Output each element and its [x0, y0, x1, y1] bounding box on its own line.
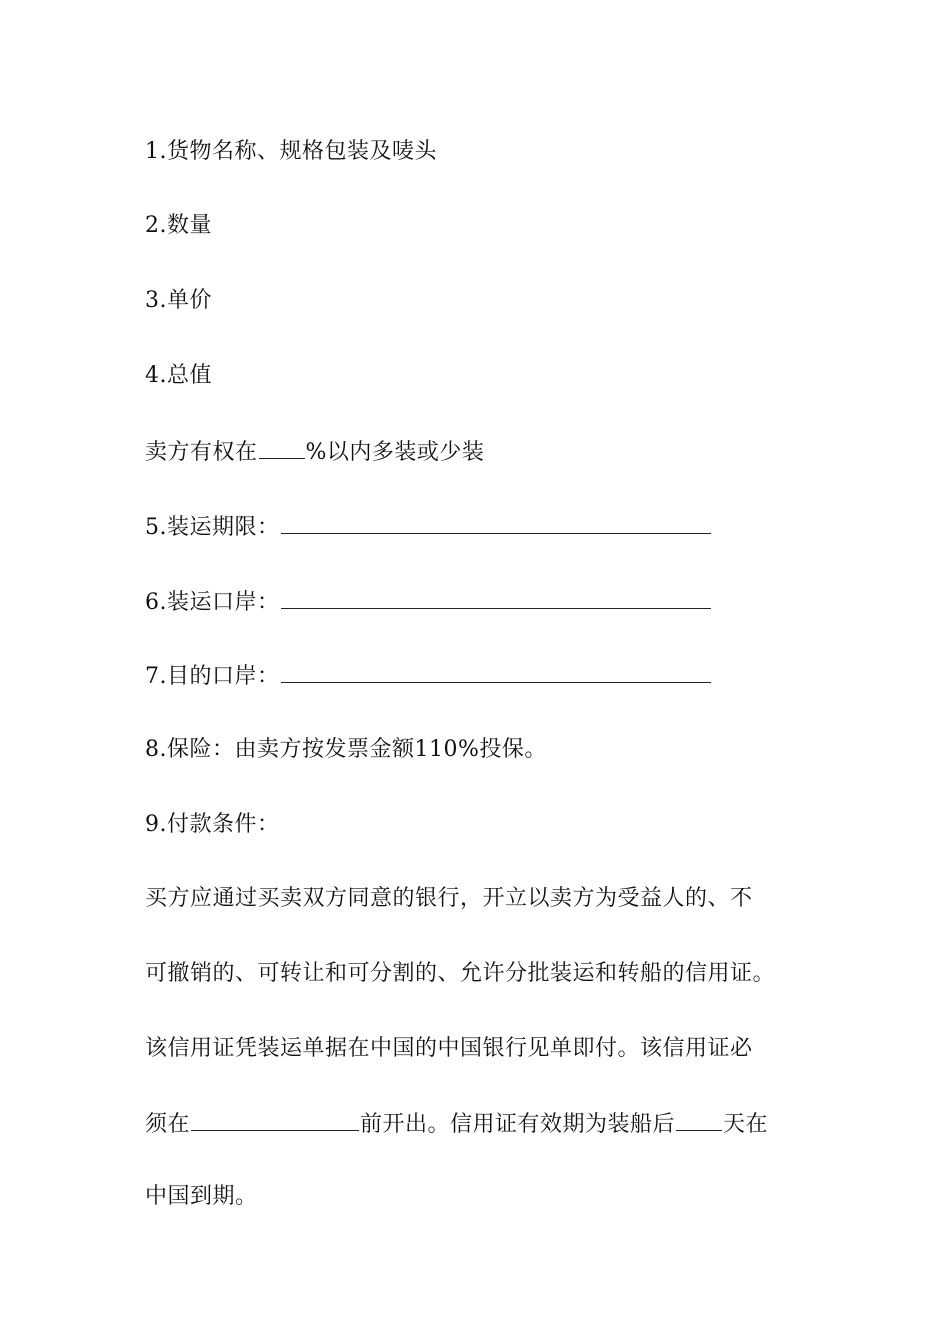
clause-loading-port [145, 586, 712, 618]
paragraph-line [145, 884, 753, 914]
clause-text: 2.数量 [145, 213, 212, 238]
paragraph-line [145, 959, 775, 989]
clause-text: 4.总值 [145, 363, 212, 388]
paragraph-text: 可撤销的、可转让和可分割的、允许分批装运和转船的信用证。 [145, 961, 776, 986]
percentage-blank [259, 436, 305, 459]
destination-port-blank [281, 660, 711, 683]
clause-text: 5.装运期限： [145, 515, 280, 540]
issue-date-blank [191, 1108, 359, 1131]
paragraph-text: 中国到期。 [145, 1184, 258, 1209]
clause-more-or-less [145, 436, 484, 468]
clause-shipment-period [145, 511, 712, 543]
shipment-period-blank [281, 511, 711, 534]
paragraph-text: 该信用证凭装运单据在中国的中国银行见单即付。该信用证必 [145, 1036, 753, 1061]
paragraph-text: 前开出。信用证有效期为装船后 [360, 1112, 676, 1137]
clause-text: 3.单价 [145, 288, 212, 313]
clause-destination-port [145, 660, 712, 692]
clause-text: 8.保险：由卖方按发票金额110%投保。 [145, 737, 547, 762]
clause-quantity [145, 211, 212, 241]
paragraph-text: 天在 [723, 1112, 769, 1137]
loading-port-blank [281, 586, 711, 609]
paragraph-text: 须在 [145, 1112, 191, 1137]
clause-text: %以内多装或少装 [305, 440, 485, 465]
clause-payment-terms [145, 810, 280, 840]
paragraph-line [145, 1108, 768, 1140]
validity-days-blank [676, 1108, 722, 1131]
clause-text: 1.货物名称、规格包装及唛头 [145, 139, 437, 164]
clause-text: 7.目的口岸： [145, 664, 280, 689]
paragraph-line [145, 1034, 753, 1064]
clause-unit-price [145, 286, 212, 316]
clause-goods-name [145, 137, 437, 167]
clause-total-value [145, 361, 212, 391]
clause-text: 9.付款条件： [145, 812, 280, 837]
clause-insurance [145, 735, 547, 765]
paragraph-text: 买方应通过买卖双方同意的银行，开立以卖方为受益人的、不 [145, 886, 753, 911]
clause-text: 6.装运口岸： [145, 590, 280, 615]
paragraph-line [145, 1182, 258, 1212]
clause-text: 卖方有权在 [145, 440, 258, 465]
